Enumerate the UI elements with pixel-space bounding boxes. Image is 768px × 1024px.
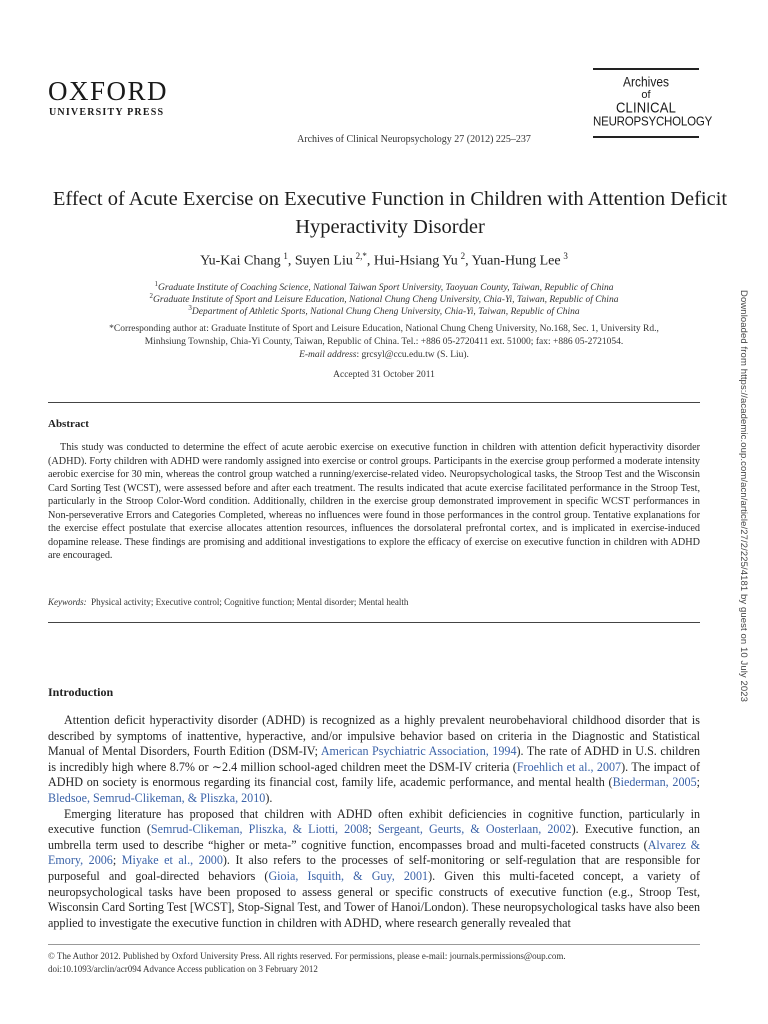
citation-link[interactable]: Gioia, Isquith, & Guy, 2001 — [268, 868, 429, 883]
footnote-divider — [48, 944, 700, 945]
introduction-body — [48, 713, 700, 931]
masthead-line: of — [641, 89, 651, 101]
citation-link[interactable]: Miyake et al., 2000 — [121, 853, 223, 868]
abstract-heading: Abstract — [48, 418, 89, 430]
author-affiliation-mark: 3 — [563, 251, 568, 261]
author-affiliation-mark: 1 — [283, 251, 288, 261]
author-name: Hui-Hsiang Yu — [373, 253, 458, 269]
masthead-line: CLINICAL — [615, 98, 677, 117]
accepted-date: Accepted 31 October 2011 — [333, 370, 435, 380]
corresponding-author: *Corresponding author at: Graduate Institute of Sport and Leisure Education, National Chung Cheng University, No.168, Sec. 1, University Rd., Minhsiung Township, Chia-Yi County, Taiwan, Republic of China. Tel.: +886 05-2720411 ext. 51000; fax: +886 05-2721054. E-mail address: grcsyl@ccu.edu.tw (S. Liu). — [109, 324, 659, 360]
journal-reference: Archives of Clinical Neuropsychology 27 (2012) 225–237 — [297, 134, 531, 145]
abstract-text: This study was conducted to determine the effect of acute aerobic exercise on executive function in children with attention deficit hyperactivity disorder (ADHD). Forty children with ADHD were randomly assigned into exercise or control groups. Participants in the exercise group performed a moderate intensity aerobic exercise for 30 min, whereas the control group watched a running/exercise-related video. Neuropsychological tasks, the Stroop Test and the Wisconsin Card Sorting Test (WCST), were assessed before and after each treatment. The results indicated that acute exercise facilitated performance in the Stroop Test, particularly in the Stroop Color-Word condition. Additionally, children in the exercise group demonstrated improvement in specific WCST performances in Non-perseverative Errors and Categories Completed, whereas no influences were found in those performances in the control group. Tentative explanations for the exercise effect postulate that exercise allocates attention resources, influences the dorsolateral prefrontal cortex, and is implicated in exercise-induced dopamine release. These findings are promising and additional investigations to explore the efficacy of exercise on executive function in children with ADHD are encouraged. — [48, 442, 700, 561]
paragraph: Emerging literature has proposed that children with ADHD often exhibit deficiencies in cognitive function, particularly in executive function (Semrud-Clikeman, Pliszka, & Liotti, 2008; Sergeant, Geurts, & Oosterlaan, 2002). Executive function, an umbrella term used to describe “higher or meta-” cognitive function, encompasses broad and multi-faceted constructs (Alvarez & Emory, 2006; Miyake et al., 2000). It also refers to the processes of self-monitoring or self-regulation that are responsible for purposeful and goal-directed behaviors (Gioia, Isquith, & Guy, 2001). Given this multi-faceted concept, a variety of neuropsychological tasks have been proposed to assess general or specific constructs of executive function (e.g., Stroop Test, Wisconsin Card Sorting Test [WCST], Stop-Signal Test, and Tower of Hanoi/London). These neuropsychological tasks have also been applied to investigate the executive function in children with ADHD, where research generally revealed that — [48, 806, 701, 930]
citation-link[interactable]: Froehlich et al., 2007 — [516, 759, 622, 774]
author-list: Yu-Kai Chang $^1$, Suyen Liu $^{2,*}$, Hui-Hsiang Yu $^2$, Yuan-Hung Lee $^3$ — [200, 251, 568, 269]
author-name: Yu-Kai Chang — [200, 253, 281, 269]
copyright-footnote: © The Author 2012. Published by Oxford University Press. All rights reserved. For permissions, please e-mail: journals.permissions@oup.com. doi:10.1093/arclin/acr094 Advance Access publication on 3 February 2012 — [48, 951, 566, 974]
affiliation: $^1$Graduate Institute of Coaching Science, National Taiwan Sport University, Taoyuan County, Taiwan, Republic of China — [154, 280, 614, 294]
author-name: Yuan-Hung Lee — [471, 253, 561, 269]
divider — [48, 622, 700, 623]
citation-link[interactable]: Biederman, 2005 — [612, 775, 697, 790]
paper-title: Effect of Acute Exercise on Executive Function in Children with Attention Deficit Hyperactivity Disorder — [52, 188, 728, 238]
masthead-line: Archives — [622, 73, 669, 90]
citation-link[interactable]: Semrud-Clikeman, Pliszka, & Liotti, 2008 — [150, 822, 369, 837]
divider — [48, 402, 700, 403]
author-name: Suyen Liu — [294, 253, 353, 269]
journal-masthead — [593, 68, 713, 138]
citation-link[interactable]: American Psychiatric Association, 1994 — [320, 744, 517, 759]
author-affiliation-mark: 2,* — [355, 251, 367, 261]
citation-link[interactable]: Sergeant, Geurts, & Oosterlaan, 2002 — [377, 822, 572, 837]
email-link[interactable]: : grcsyl@ccu.edu.tw (S. Liu). — [356, 350, 469, 360]
citation-link[interactable]: Alvarez & Emory, 2006 — [48, 837, 701, 868]
author-affiliation-mark: 2 — [460, 251, 466, 261]
publisher-logo-subtitle: UNIVERSITY PRESS — [49, 107, 165, 118]
paragraph: Attention deficit hyperactivity disorder (ADHD) is recognized as a highly prevalent neurobehavioral childhood disorder that is described by symptoms of inattentive, hyperactive, and/or impulsive behavior based on criteria in the Diagnostic and Statistical Manual of Mental Disorders, Fourth Edition (DSM-IV; American Psychiatric Association, 1994). The rate of ADHD in U.S. children is incredibly high where 8.7% or ∼2.4 million school-aged children meet the DSM-IV criteria (Froehlich et al., 2007). The impact of ADHD on society is enormous regarding its financial cost, family life, academic performance, and mental health (Biederman, 2005; Bledsoe, Semrud-Clikeman, & Pliszka, 2010). — [48, 713, 700, 805]
section-heading: Introduction — [48, 685, 114, 699]
download-watermark: Downloaded from https://academic.oup.com/acn/article/27/2/225/4181 by guest on 10 July 2023 — [738, 290, 749, 703]
affiliation: $^2$Graduate Institute of Sport and Leisure Education, National Chung Cheng University, Chia-Yi, Taiwan, Republic of China — [149, 292, 619, 306]
publisher-logo: OXFORD — [48, 76, 169, 106]
affiliation: $^3$Department of Athletic Sports, National Chung Cheng University, Chia-Yi, Taiwan, Republic of China — [188, 304, 580, 318]
citation-link[interactable]: Bledsoe, Semrud-Clikeman, & Pliszka, 2010 — [48, 790, 266, 805]
masthead-line: NEUROPSYCHOLOGY — [593, 115, 713, 129]
keywords: Keywords: Physical activity; Executive control; Cognitive function; Mental disorder; Mental health — [48, 597, 409, 607]
